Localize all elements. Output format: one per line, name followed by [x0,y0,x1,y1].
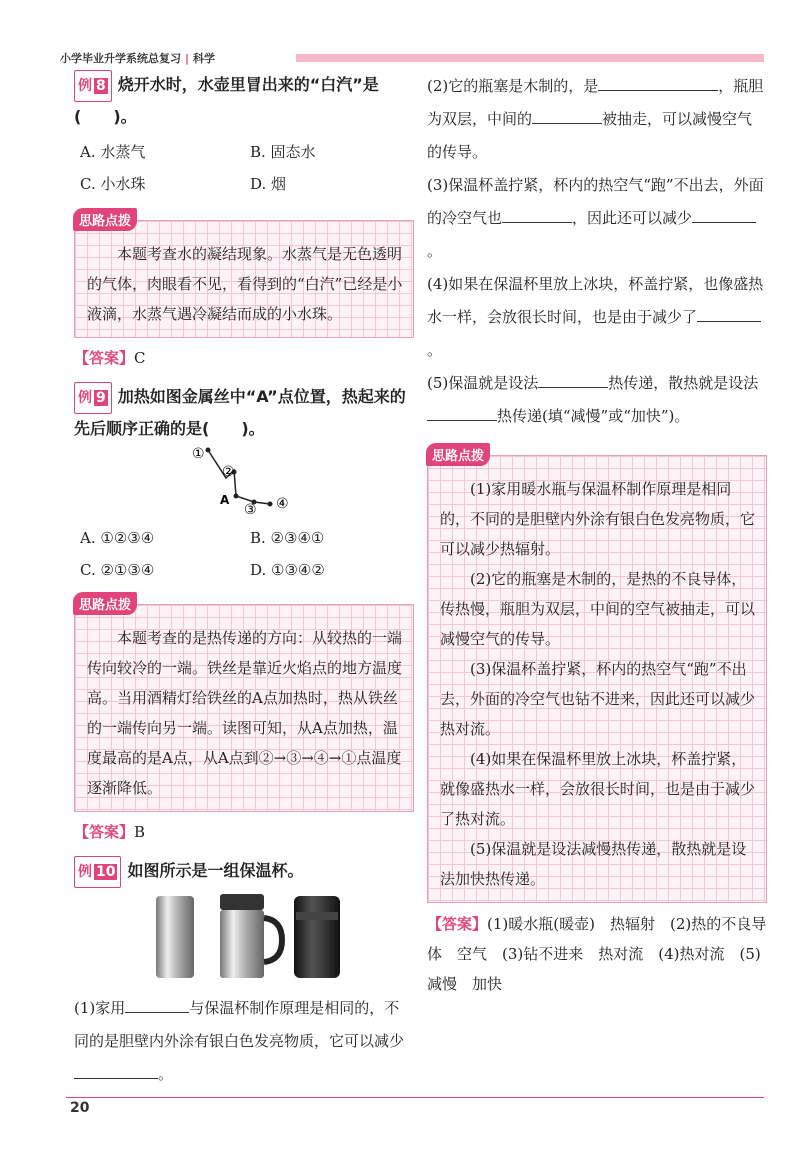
header-bar [296,54,764,62]
blank-5[interactable] [502,208,572,223]
question-5: (5)保温就是设法 热传递，散热就是设法热传递(填“减慢”或“加快”)。 [427,374,759,425]
page-number: 20 [70,1100,90,1116]
thermos-cup-2 [220,894,282,978]
hint-para-4: (4)如果在保温杯里放上冰块，杯盖拧紧，就像盛热水一样，会放很长时间，也是由于减少了热对流。 [440,750,756,828]
example-9-answer [74,818,414,846]
hint-para-1: (1)家用暖水瓶与保温杯制作原理是相同的，不同的是胆壁内外涂有银白色发亮物质，它可以减少热辐射。 [440,480,756,558]
label-p2: ② [222,464,235,480]
option-a: A. 水蒸气 [80,143,146,161]
hint-text: 本题考查水的凝结现象。水蒸气是无色透明的气体，肉眼看不见，看得到的“白汽”已经是小液滴，水蒸气遇冷凝结而成的小水珠。 [87,245,403,323]
blank-6[interactable] [692,208,756,223]
answer-value: B [134,823,146,841]
blank-2[interactable] [74,1064,158,1079]
example-9-options [80,522,414,586]
hint-text: 本题考查的是热传递的方向：从较热的一端传向较冷的一端。铁丝是靠近火焰点的地方温度高。当用酒精灯给铁丝的A点加热时，热从铁丝的一端传向另一端。读图可知，从A点加热，温度最高的是A点，从A点到②→③→④→①点温度逐渐降低。 [87,629,403,797]
hint-label: 思路点拨 [73,208,137,231]
option-b: B. 固态水 [250,143,316,161]
example-8-hint-box [74,214,414,338]
example-8 [74,70,414,372]
blank-3[interactable] [598,76,718,91]
question-4: (4)如果在保温杯里放上冰块，杯盖拧紧，也像盛热水一样，会放很长时间，也是由于减少了。 [427,275,764,359]
example-tag: 例 9 [74,382,112,414]
blank-1[interactable] [125,998,189,1013]
example-9-question: 例 9 加热如图金属丝中“A”点位置，热起来的先后顺序正确的是( )。 [74,382,414,444]
answer-label: 【答案】 [427,915,488,933]
right-column [427,70,767,1009]
thermos-cup-3 [294,896,340,978]
example-9 [74,382,414,846]
hint-para-2: (2)它的瓶塞是木制的，是热的不良导体，传热慢，瓶胆为双层，中间的空气被抽走，可以减慢空气的传导。 [440,570,756,648]
question-3: (3)保温杯盖拧紧，杯内的热空气“跑”不出去，外面的冷空气也 ，因此还可以减少。 [427,176,764,260]
blank-7[interactable] [697,307,761,322]
example-9-hint-box [74,598,414,812]
hint-label: 思路点拨 [426,443,490,466]
page-header [60,50,764,64]
hint-label: 思路点拨 [73,592,137,615]
label-p1: ① [192,446,205,462]
example-tag: 例 10 [74,856,121,888]
example-10-question: 例 10 如图所示是一组保温杯。 [74,856,414,888]
answer-label: 【答案】 [74,349,135,367]
answer-value: C [134,349,146,367]
header-separator: | [185,52,190,65]
label-a: A [220,493,230,507]
example-10-answer [427,909,767,999]
wire-figure [74,444,414,514]
label-p3: ③ [244,502,257,514]
left-column [74,70,414,1091]
blank-8[interactable] [538,373,608,388]
option-b: B. ②③④① [250,529,325,547]
label-p4: ④ [276,496,289,512]
thermos-figure [74,888,414,980]
footer-line [66,1097,764,1098]
option-c: C. ②①③④ [80,561,155,579]
blank-9[interactable] [427,406,497,421]
answer-label: 【答案】 [74,823,135,841]
option-c: C. 小水珠 [80,175,146,193]
hint-para-5: (5)保温就是设法减慢热传递，散热就是设法加快热传递。 [440,840,747,888]
example-8-options [80,136,414,200]
question-1: (1)家用 与保温杯制作原理是相同的，不同的是胆壁内外涂有银白色发亮物质，它可以减少。 [74,999,405,1083]
example-10-hint-box [427,449,767,903]
option-d: D. 烟 [250,175,287,193]
question-2: (2)它的瓶塞是木制的，是 ，瓶胆为双层，中间的 被抽走，可以减慢空气的传导。 [427,77,764,161]
example-8-answer [74,344,414,372]
example-tag: 例 8 [74,70,112,102]
header-text [60,50,215,66]
option-a: A. ①②③④ [80,529,155,547]
subject-label: 科学 [193,52,216,65]
thermos-cup-1 [156,896,194,978]
example-8-question: 例 8 烧开水时，水壶里冒出来的“白汽”是( )。 [74,70,414,132]
option-d: D. ①③④② [250,561,325,579]
answer-value: (1)暖水瓶(暖壶) 热辐射 (2)热的不良导体 空气 (3)钻不进来 热对流 (4)热对流 (5)减慢 加快 [427,915,767,993]
example-10-left [74,856,414,1091]
blank-4[interactable] [532,109,602,124]
series-title: 小学毕业升学系统总复习 [60,52,181,65]
hint-para-3: (3)保温杯盖拧紧，杯内的热空气“跑”不出去，外面的冷空气也钻不进来，因此还可以减少热对流。 [440,660,756,738]
